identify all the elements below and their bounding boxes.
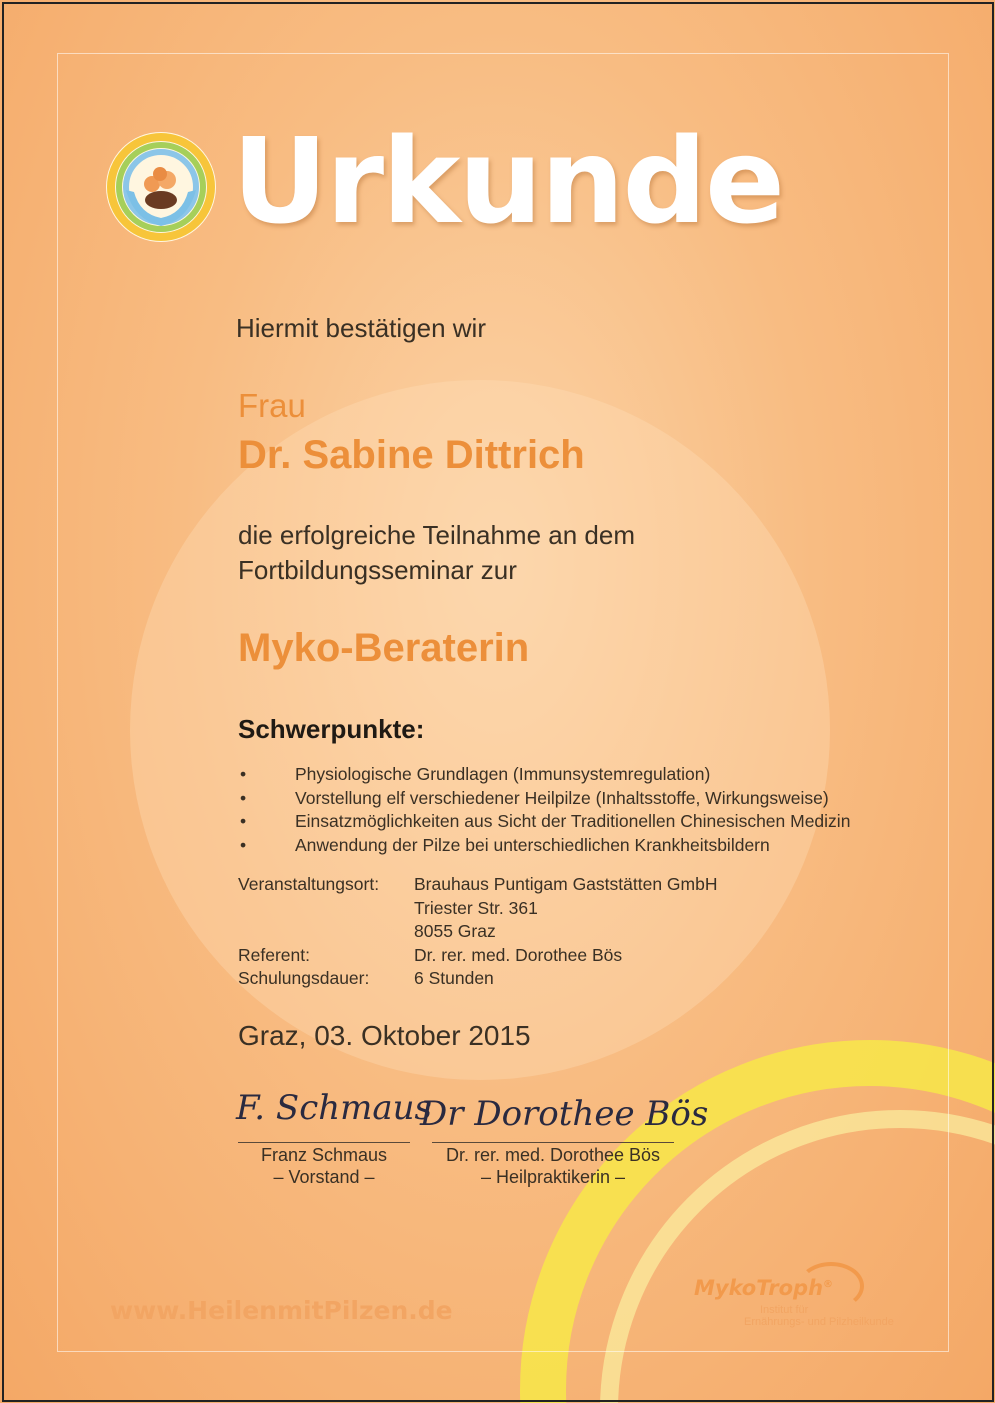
signature-line <box>238 1142 410 1143</box>
brand-tagline: Ernährungs- und Pilzheilkunde <box>744 1316 894 1328</box>
issue-date: Graz, 03. Oktober 2015 <box>238 1020 531 1051</box>
signer-role: – Heilpraktikerin – <box>480 1167 626 1187</box>
venue-label: Veranstaltungsort: <box>238 874 380 894</box>
venue-line: Brauhaus Puntigam Gaststätten GmbH <box>414 874 718 894</box>
list-item <box>240 763 850 787</box>
signer-name: Franz Schmaus <box>260 1145 388 1165</box>
body-text-line-1: die erfolgreiche Teilnahme an dem <box>238 520 635 550</box>
duration-value: 6 Stunden <box>414 968 494 988</box>
venue-line: Triester Str. 361 <box>414 898 538 918</box>
focus-item-text: Einsatzmöglichkeiten aus Sicht der Traditionellen Chinesischen Medizin <box>295 811 851 831</box>
speaker-label: Referent: <box>238 945 310 965</box>
focus-heading: Schwerpunkte: <box>238 714 425 744</box>
venue-line: 8055 Graz <box>414 921 496 941</box>
signer-role: – Vorstand – <box>273 1167 375 1187</box>
brand-name <box>694 1276 833 1300</box>
list-item <box>240 787 850 811</box>
bullet-icon: • <box>240 787 247 808</box>
bullet-icon: • <box>240 811 247 831</box>
list-item <box>240 810 850 834</box>
body-text-line-2: Fortbildungsseminar zur <box>238 555 517 585</box>
website-url: www.HeilenmitPilzen.de <box>110 1296 453 1325</box>
focus-item-text: Anwendung der Pilze bei unterschiedlichen Krankheitsbildern <box>295 834 770 855</box>
list-item <box>240 834 850 858</box>
registered-mark: ® <box>823 1279 834 1290</box>
brand-tagline: Institut für <box>760 1304 809 1316</box>
focus-item-text: Vorstellung elf verschiedener Heilpilze (Inhaltsstoffe, Wirkungsweise) <box>295 787 829 808</box>
mushroom-logo-icon <box>104 130 218 244</box>
focus-list <box>240 763 850 857</box>
certificate-title: Urkunde <box>232 112 783 250</box>
signature-line <box>432 1142 674 1143</box>
signer-name: Dr. rer. med. Dorothee Bös <box>445 1145 661 1165</box>
course-title: Myko-Beraterin <box>238 626 530 670</box>
duration-label: Schulungsdauer: <box>238 968 370 988</box>
brand-name-text: MykoTroph <box>694 1276 824 1300</box>
lead-text: Hiermit bestätigen wir <box>236 313 486 343</box>
recipient-name: Dr. Sabine Dittrich <box>238 433 585 477</box>
bullet-icon: • <box>240 764 247 784</box>
mykotroph-logo <box>694 1262 934 1332</box>
salutation: Frau <box>238 387 306 424</box>
speaker-value: Dr. rer. med. Dorothee Bös <box>414 945 623 965</box>
signature-schmaus: F. Schmaus <box>236 1088 432 1128</box>
signature-boes: Dr Dorothee Bös <box>420 1094 709 1134</box>
focus-item-text: Physiologische Grundlagen (Immunsystemregulation) <box>295 764 711 784</box>
bullet-icon: • <box>240 834 247 855</box>
